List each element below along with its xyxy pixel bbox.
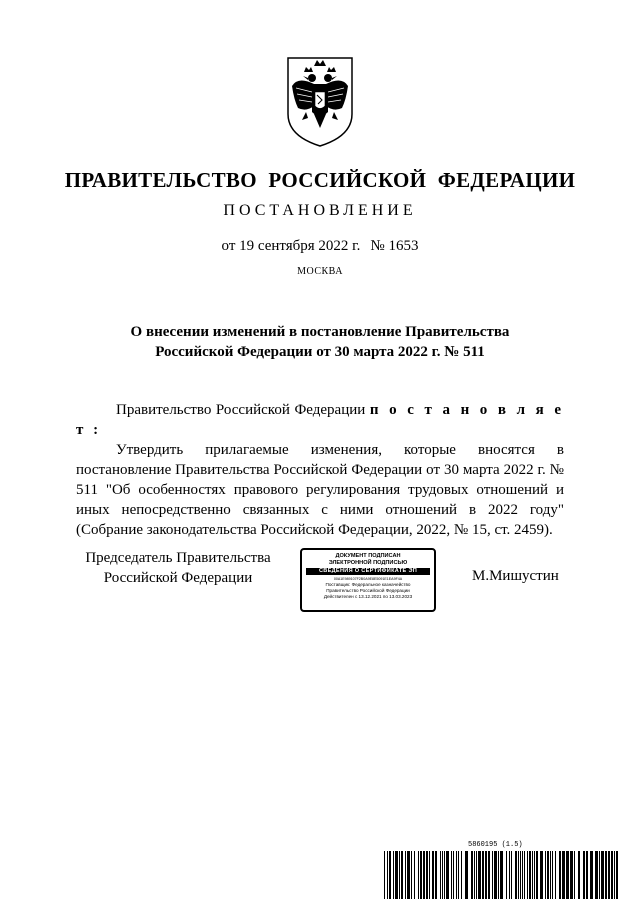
barcode-bar	[532, 851, 533, 899]
stamp-title-2: ЭЛЕКТРОННОЙ ПОДПИСЬЮ	[328, 560, 408, 566]
barcode-bar	[414, 851, 415, 899]
decree-word: п о с т а н о в л я е т :	[76, 402, 564, 438]
barcode-bar	[527, 851, 528, 899]
barcode-bar	[515, 851, 517, 899]
barcode-bar	[520, 851, 521, 899]
barcode-bar	[529, 851, 531, 899]
body-paragraph: Утвердить прилагаемые изменения, которые вносятся в постановление Правительства Российской Федерации от 30 марта 2022 г. № 511 "Об особенностях правового регулирования трудовых отношений и иных непосредственно связанных с ними отношений в 2022 году" (Собрание законодательства Российской Федерации, 2022, № 15, ст. 2459).	[76, 442, 564, 538]
barcode-bar	[423, 851, 425, 899]
position-line-2: Российской Федерации	[103, 570, 253, 586]
stamp-issuer-1: Поставщик: Федеральное казначейство	[325, 582, 411, 587]
barcode-bar	[458, 851, 459, 899]
barcode-bar	[442, 851, 443, 899]
stamp-title-1: ДОКУМЕНТ ПОДПИСАН	[335, 553, 401, 559]
barcode-bar	[432, 851, 434, 899]
decree-number: № 1653	[370, 238, 419, 254]
stamp-serial: 00A1E989107F2B0A9E8E5091E1EA9F4A	[333, 577, 403, 581]
barcode-bar	[566, 851, 569, 899]
barcode-bar	[524, 851, 525, 899]
barcode-bar	[562, 851, 565, 899]
document-type: ПОСТАНОВЛЕНИЕ	[223, 202, 417, 219]
barcode-bar	[574, 851, 575, 899]
barcode-bar	[426, 851, 428, 899]
barcode-bar	[559, 851, 561, 899]
barcode-bar	[387, 851, 388, 899]
barcode-bar	[444, 851, 445, 899]
barcode-bar	[474, 851, 475, 899]
barcode-bar	[485, 851, 487, 899]
barcode-number: 5860195 (1.5)	[468, 841, 523, 849]
signatory-name: М.Мишустин	[472, 568, 559, 584]
barcode-bar	[550, 851, 551, 899]
barcode-bar	[478, 851, 481, 899]
barcode-bar	[601, 851, 604, 899]
barcode-bar	[494, 851, 497, 899]
subject-line-1: О внесении изменений в постановление Правительства	[130, 324, 510, 340]
barcode-bar	[605, 851, 607, 899]
barcode-bar	[498, 851, 499, 899]
barcode-bar	[570, 851, 573, 899]
barcode-bar	[555, 851, 556, 899]
position-line-1: Председатель Правительства	[85, 550, 271, 566]
barcode-bar	[509, 851, 510, 899]
barcode-bar	[611, 851, 613, 899]
barcode-bar	[583, 851, 585, 899]
barcode-bar	[456, 851, 457, 899]
barcode-bar	[471, 851, 473, 899]
e-signature-stamp	[300, 548, 436, 612]
barcode-bar	[608, 851, 610, 899]
barcode-bar	[578, 851, 580, 899]
decree-date: от 19 сентября 2022 г.	[221, 238, 361, 254]
intro-line	[76, 400, 564, 440]
barcode-bar	[506, 851, 507, 899]
russian-coat-of-arms-icon	[284, 56, 356, 148]
barcode-bar	[453, 851, 454, 899]
barcode-bar	[461, 851, 462, 899]
date-number-line	[0, 238, 640, 255]
barcode-bar	[545, 851, 546, 899]
barcode-bar	[435, 851, 437, 899]
barcode-bar	[389, 851, 391, 899]
barcode-bar	[446, 851, 449, 899]
barcode-bar	[616, 851, 618, 899]
barcode-bar	[393, 851, 394, 899]
decree-subject	[0, 322, 640, 362]
barcode-bar	[405, 851, 406, 899]
barcode-bar	[407, 851, 410, 899]
barcode-bar	[488, 851, 490, 899]
barcode-bar	[482, 851, 484, 899]
barcode-bar	[586, 851, 588, 899]
barcode-bar	[420, 851, 422, 899]
decree-body	[76, 400, 564, 540]
barcode-bar	[590, 851, 593, 899]
barcode-bar	[440, 851, 441, 899]
barcode-bar	[536, 851, 538, 899]
barcode-icon	[384, 851, 620, 899]
subject-line-2: Российской Федерации от 30 марта 2022 г. № 511	[155, 344, 485, 360]
barcode-bar	[540, 851, 543, 899]
intro-text: Правительство Российской Федерации	[116, 402, 366, 418]
stamp-certificate-header: СВЕДЕНИЯ О СЕРТИФИКАТЕ ЭП	[306, 568, 430, 575]
barcode-bar	[534, 851, 535, 899]
city: МОСКВА	[297, 266, 343, 277]
barcode-bar	[518, 851, 519, 899]
barcode-bar	[547, 851, 549, 899]
stamp-issuer-2: Правительство Российской Федерации	[326, 588, 410, 593]
barcode-bar	[465, 851, 468, 899]
barcode-bar	[511, 851, 512, 899]
signatory-position	[78, 548, 278, 588]
stamp-validity: Действителен с 13.12.2021 по 13.03.2023	[323, 594, 413, 599]
barcode-bar	[399, 851, 400, 899]
government-title: ПРАВИТЕЛЬСТВО РОССИЙСКОЙ ФЕДЕРАЦИИ	[64, 168, 576, 192]
barcode-bar	[595, 851, 598, 899]
barcode-bar	[552, 851, 553, 899]
barcode-bar	[395, 851, 398, 899]
barcode-bar	[418, 851, 419, 899]
barcode-bar	[500, 851, 503, 899]
barcode-bar	[451, 851, 452, 899]
barcode-bar	[492, 851, 493, 899]
barcode-bar	[401, 851, 403, 899]
barcode-bar	[614, 851, 615, 899]
barcode-bar	[429, 851, 430, 899]
barcode-bar	[476, 851, 477, 899]
barcode-bar	[522, 851, 523, 899]
barcode-bar	[411, 851, 412, 899]
barcode-bar	[384, 851, 385, 899]
barcode-bar	[599, 851, 600, 899]
